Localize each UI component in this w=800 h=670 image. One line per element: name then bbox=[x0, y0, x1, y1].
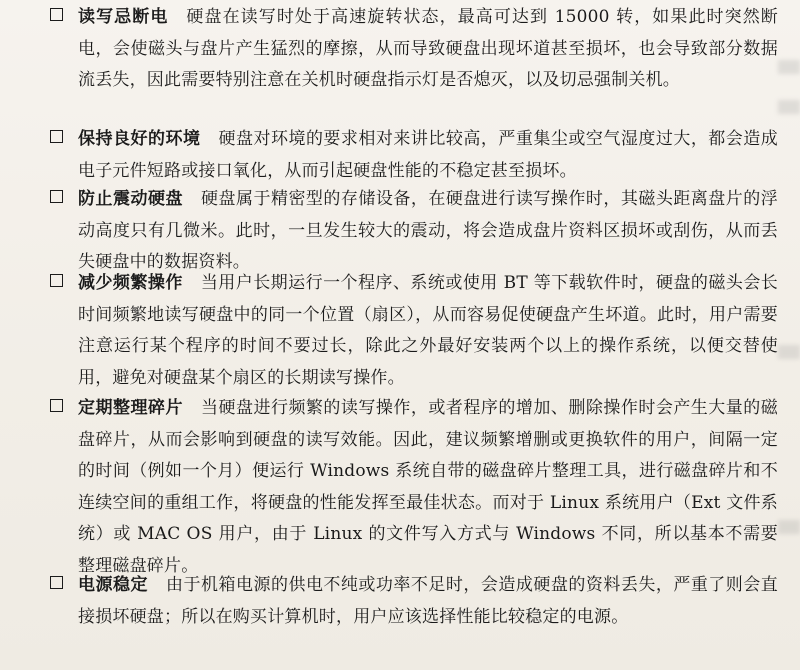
bleed-through-mark bbox=[778, 520, 800, 534]
list-item-body: 由于机箱电源的供电不纯或功率不足时，会造成硬盘的资料丢失，严重了则会直接损坏硬盘；所以在购买计算机时，用户应该选择性能比较稳定的电源。 bbox=[78, 575, 778, 627]
bleed-through-mark bbox=[778, 345, 800, 359]
list-item-body: 当硬盘进行频繁的读写操作，或者程序的增加、删除操作时会产生大量的磁盘碎片，从而会影响到硬盘的读写效能。因此，建议频繁增删或更换软件的用户，间隔一定的时间（例如一个月）便运行 Windows 系统自带的磁盘碎片整理工具，进行磁盘碎片和不连续空间的重组工作，将硬盘的性能发挥至最佳状态。而对于 Linux 系统用户（Ext 文件系统）或 MAC OS 用户，由于 Linux 的文件写入方式与 Windows 不同，所以基本不需要整理磁盘碎片。 bbox=[78, 398, 778, 576]
checkbox-bullet-icon bbox=[50, 576, 63, 589]
checkbox-bullet-icon bbox=[50, 130, 63, 143]
list-item-text bbox=[78, 393, 778, 582]
checkbox-bullet-icon bbox=[50, 190, 63, 203]
list-item-text bbox=[78, 184, 778, 279]
list-item-heading: 定期整理碎片 bbox=[78, 398, 183, 418]
bleed-through-mark bbox=[778, 60, 800, 74]
list-item-body: 硬盘属于精密型的存储设备，在硬盘进行读写操作时，其磁头距离盘片的浮动高度只有几微米。此时，一旦发生较大的震动，将会造成盘片资料区损坏或刮伤，从而丢失硬盘中的数据资料。 bbox=[78, 189, 778, 272]
list-item-heading: 保持良好的环境 bbox=[78, 129, 201, 149]
checkbox-bullet-icon bbox=[50, 8, 63, 21]
list-item-body: 当用户长期运行一个程序、系统或使用 BT 等下载软件时，硬盘的磁头会长时间频繁地读写硬盘中的同一个位置（扇区），从而容易促使硬盘产生坏道。此时，用户需要注意运行某个程序的时间不要过长，除此之外最好安装两个以上的操作系统，以便交替使用，避免对硬盘某个扇区的长期读写操作。 bbox=[78, 273, 779, 388]
list-item-text bbox=[78, 2, 778, 97]
list-item-text bbox=[78, 124, 778, 187]
list-item-body: 硬盘对环境的要求相对来讲比较高，严重集尘或空气湿度过大，都会造成电子元件短路或接口氧化，从而引起硬盘性能的不稳定甚至损坏。 bbox=[78, 129, 778, 181]
list-item-heading: 电源稳定 bbox=[78, 575, 148, 595]
checkbox-bullet-icon bbox=[50, 399, 63, 412]
list-item-heading: 读写忌断电 bbox=[78, 7, 169, 27]
list-item-text bbox=[78, 268, 778, 394]
list-item-heading: 防止震动硬盘 bbox=[78, 189, 183, 209]
checkbox-bullet-icon bbox=[50, 274, 63, 287]
list-item-text bbox=[78, 570, 778, 633]
list-item-heading: 减少频繁操作 bbox=[78, 273, 183, 293]
bleed-through-mark bbox=[778, 100, 800, 114]
list-item-body: 硬盘在读写时处于高速旋转状态，最高可达到 15000 转，如果此时突然断电，会使磁头与盘片产生猛烈的摩擦，从而导致硬盘出现坏道甚至损坏，也会导致部分数据流丢失，因此需要特别注意在关机时硬盘指示灯是否熄灭，以及切忌强制关机。 bbox=[78, 7, 778, 90]
